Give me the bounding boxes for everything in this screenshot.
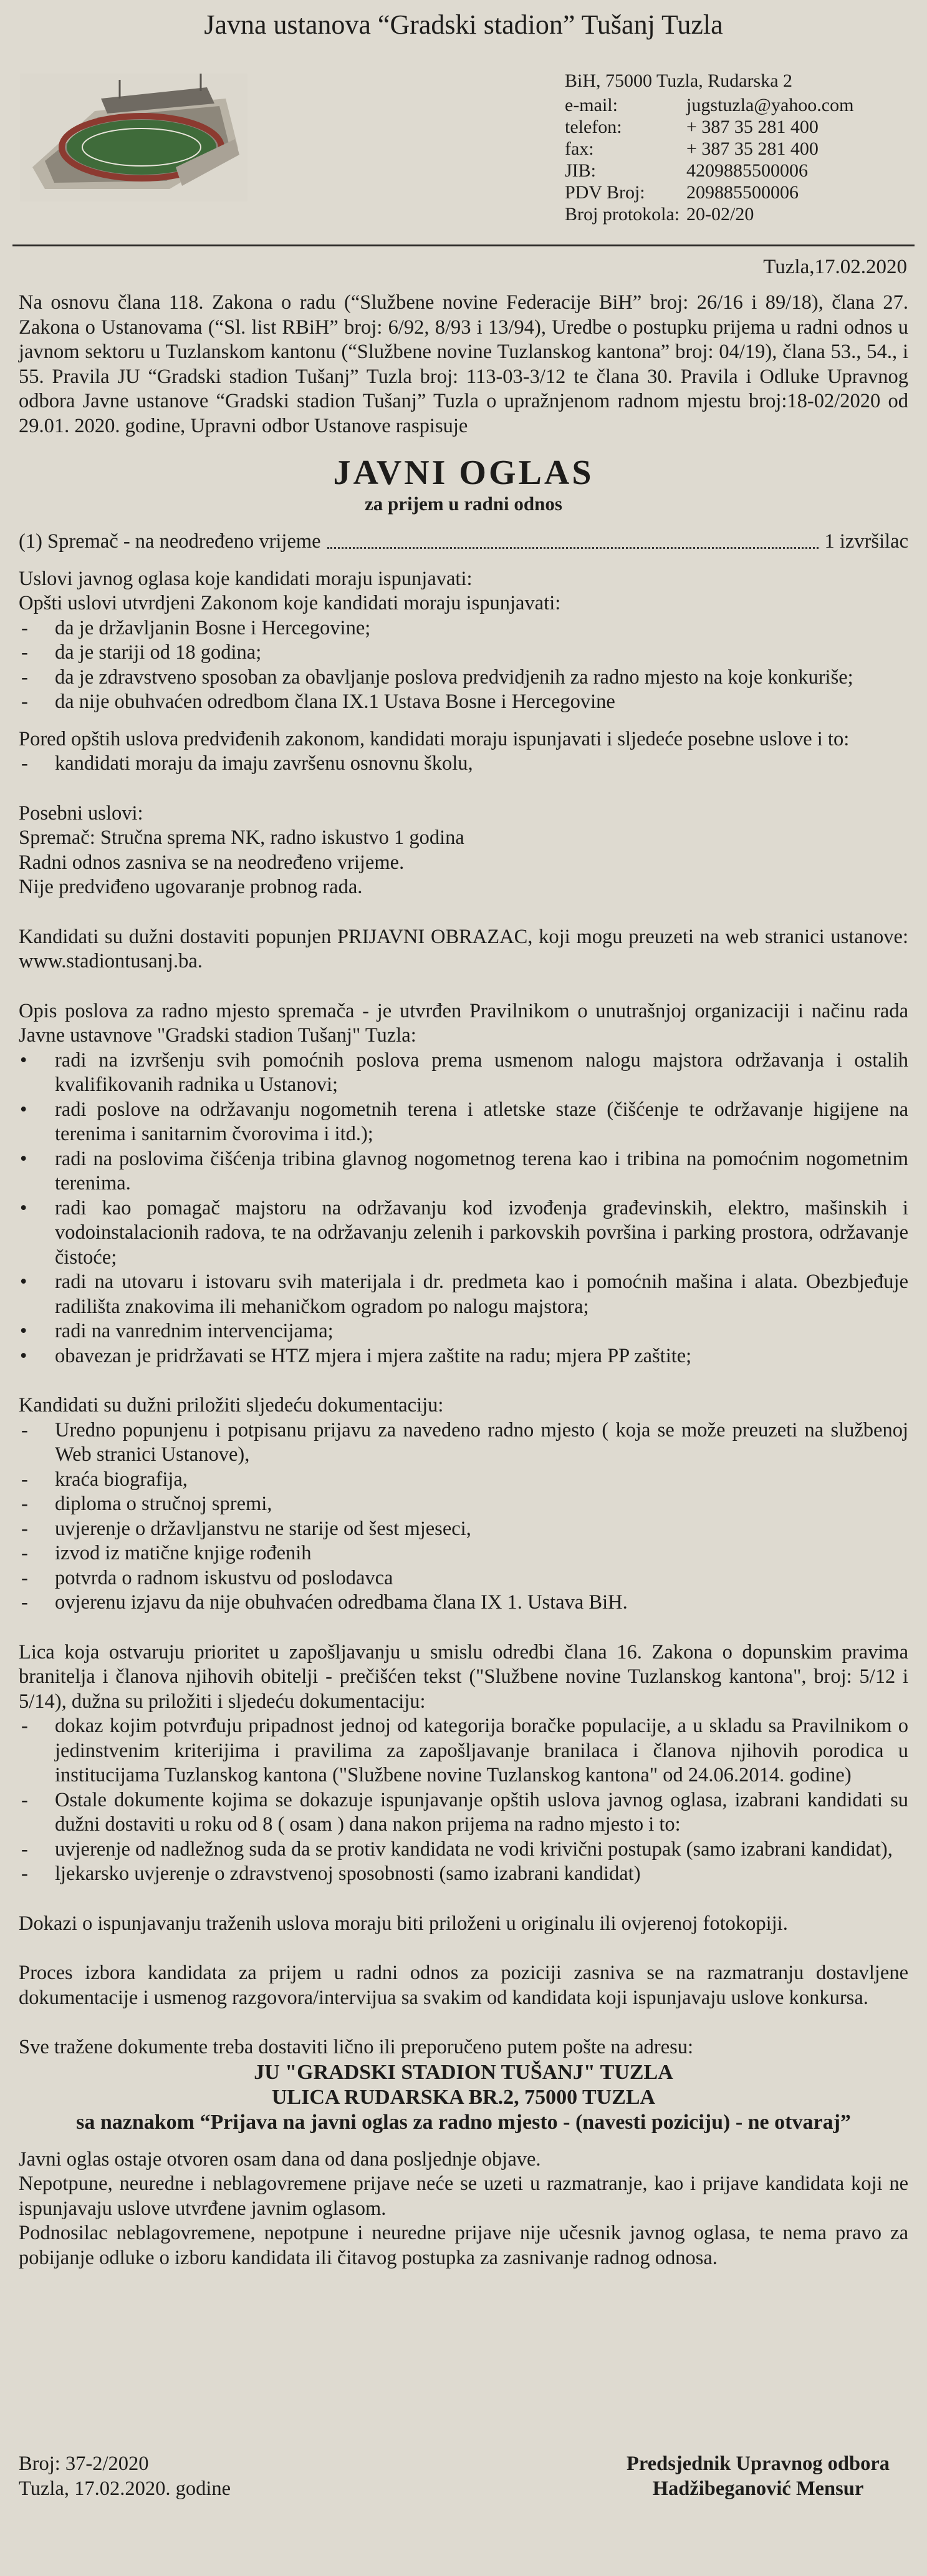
- stadium-logo-icon: [20, 74, 247, 201]
- list-item: - kraća biografija,: [19, 1468, 908, 1493]
- signer-name: Hadžibeganović Mensur: [652, 2477, 864, 2500]
- list-item: • radi poslove na održavanju nogometnih terena i atletske staze (čišćenje te održavanje higijene na terenima i sanitarnim čvorovima i itd.);: [19, 1098, 908, 1147]
- contact-value: 4209885500006: [686, 160, 808, 181]
- list-item: - izvod iz matične knjige rođenih: [19, 1541, 908, 1566]
- general-intro-2: Opšti uslovi utvrdjeni Zakonom koje kandidati moraju ispunjavati:: [19, 592, 561, 614]
- delivery-marking: sa naznakom “Prijava na javni oglas za radno mjesto - (navesti poziciju) - ne otvaraj”: [76, 2110, 851, 2134]
- list-item: - kandidati moraju da imaju završenu osnovnu školu,: [19, 752, 908, 777]
- closing-paragraph: Javni oglas ostaje otvoren osam dana od dana posljednje objave.: [19, 2147, 541, 2171]
- list-item: - ovjerenu izjavu da nije obuhvaćen odredbama člana IX 1. Ustava BiH.: [19, 1591, 908, 1615]
- reference-number: Broj: 37-2/2020: [19, 2453, 149, 2475]
- position-line: [19, 530, 908, 554]
- list-item: - diploma o stručnoj spremi,: [19, 1492, 908, 1517]
- contact-row: [565, 203, 853, 225]
- contact-list: [565, 94, 853, 225]
- delivery-address-line: ULICA RUDARSKA BR.2, 75000 TUZLA: [271, 2085, 656, 2109]
- job-description-intro: Opis poslova za radno mjesto spremača - je utvrđen Pravilnikom o unutrašnjoj organizaciji i načinu rada Javne ustavnove "Gradski stadion Tušanj" Tuzla:: [19, 999, 908, 1047]
- posebni-line: Radni odnos zasniva se na neodređeno vrijeme.: [19, 851, 405, 874]
- contact-value: jugstuzla@yahoo.com: [686, 95, 854, 115]
- contact-row: [565, 160, 853, 182]
- posebni-line: Spremač: Stručna sprema NK, radno iskustvo 1 godina: [19, 826, 464, 849]
- contact-block: [565, 70, 853, 225]
- documents-intro: Kandidati su dužni priložiti sljedeću dokumentaciju:: [19, 1394, 444, 1416]
- contact-label: fax:: [565, 138, 594, 159]
- list-item: - dokaz kojim potvrđuju pripadnost jednoj od kategorija boračke populacije, a u skladu sa Pravilnikom o jedinstvenim kriterijima i pravilima za zapošljavanje branilaca i članova njihovih porodica u institucijama Tuzlanskog kantona ("Službene novine Tuzlanskog kantona" od 24.06.2014. godine): [19, 1714, 908, 1788]
- position-label: (1) Spremač - na neodređeno vrijeme: [19, 530, 321, 553]
- contact-label: JIB:: [565, 160, 597, 181]
- special-intro: Pored opštih uslova predviđenih zakonom, kandidati moraju ispunjavati i sljedeće posebne uslove i to:: [19, 727, 850, 750]
- list-item: - potvrda o radnom iskustvu od poslodavca: [19, 1566, 908, 1591]
- closing-paragraph: Nepotpune, neuredne i neblagovremene prijave neće se uzeti u razmatranje, kao i prijave kandidata koji ne ispunjavaju uslove utvrđene javnim oglasom.: [19, 2172, 908, 2220]
- contact-value: + 387 35 281 400: [686, 117, 819, 137]
- place-date: Tuzla, 17.02.2020. godine: [19, 2477, 231, 2500]
- posebni-heading: Posebni uslovi:: [19, 801, 143, 825]
- posebni-line: Nije predviđeno ugovaranje probnog rada.: [19, 876, 363, 898]
- institution-address: BiH, 75000 Tuzla, Rudarska 2: [565, 70, 793, 91]
- list-item: • obavezan je pridržavati se HTZ mjera i mjera zaštite na radu; mjera PP zaštite;: [19, 1344, 908, 1369]
- footer-reference: [19, 2451, 231, 2501]
- priority-intro: Lica koja ostvaruju prioritet u zapošljavanju u smislu odredbi člana 16. Zakona o dopunskim pravima branitelja i članova njihovih obitelji - prečišćen tekst ("Službene novine Tuzlanskog kantona", broj: 5/12 i 5/14), dužna su priložiti i sljedeću dokumentaciju:: [19, 1640, 908, 1713]
- special-conditions-list: [19, 752, 908, 777]
- signer-title: Predsjednik Upravnog odbora: [627, 2453, 890, 2475]
- contact-row: [565, 182, 853, 203]
- proof-paragraph: Dokazi o ispunjavanju traženih uslova moraju biti priloženi u originalu ili ovjerenoj fotokopiji.: [19, 1912, 788, 1935]
- header-rule: [12, 245, 915, 246]
- contact-value: 209885500006: [686, 182, 799, 203]
- institution-title: Javna ustanova “Gradski stadion” Tušanj Tuzla: [204, 9, 723, 40]
- closing-paragraph: Podnosilac neblagovremene, nepotpune i neuredne prijave nije učesnik javnog oglasa, te nema pravo za pobijanje odluke o izboru kandidata ili čitavog postupka za zasnivanje radnog odnosa.: [19, 2222, 908, 2269]
- list-item: - uvjerenje o državljanstvu ne starije od šest mjeseci,: [19, 1517, 908, 1542]
- list-item: • radi na poslovima čišćenja tribina glavnog nogometnog terena kao i tribina na pomoćnim nogometnim terenima.: [19, 1147, 908, 1196]
- application-form-paragraph: Kandidati su dužni dostaviti popunjen PRIJAVNI OBRAZAC, koji mogu preuzeti na web stranici ustanove: www.stadiontusanj.ba.: [19, 925, 908, 972]
- delivery-address-line: JU "GRADSKI STADION TUŠANJ" TUZLA: [254, 2060, 673, 2084]
- list-item: • radi na izvršenju svih pomoćnih poslova prema usmenom nalogu majstora održavanja i ostalih kvalifikovanih radnika u Ustanovi;: [19, 1048, 908, 1098]
- contact-row: [565, 138, 853, 160]
- list-item: - da nije obuhvaćen odredbom člana IX.1 Ustava Bosne i Hercegovine: [19, 690, 908, 715]
- contact-label: PDV Broj:: [565, 182, 645, 203]
- documents-list: [19, 1418, 908, 1615]
- list-item: - da je stariji od 18 godina;: [19, 641, 908, 666]
- list-item: • radi na vanrednim intervencijama;: [19, 1319, 908, 1344]
- list-item: • radi na utovaru i istovaru svih materijala i dr. predmeta kao i pomoćnih mašina i alata. Obezbjeđuje radilišta znakovima ili mehaničkom ogradom po nalogu majstora;: [19, 1270, 908, 1319]
- notice-title: JAVNI OGLAS: [333, 453, 594, 492]
- contact-label: e-mail:: [565, 95, 618, 115]
- job-description-list: [19, 1048, 908, 1369]
- contact-label: telefon:: [565, 117, 622, 137]
- position-count: 1 izvršilac: [824, 530, 908, 553]
- priority-list: [19, 1714, 908, 1887]
- intro-paragraph: Na osnovu člana 118. Zakona o radu (“Službene novine Federacije BiH” broj: 26/16 i 89/18), člana 27. Zakona o Ustanovama (“Sl. list RBiH” broj: 6/92, 8/93 i 13/94), Uredbe o postupku prijema u radni odnos u javnom sektoru u Tuzlanskom kantonu (“Službene novine Tuzlanskog kantona” broj: 04/19), člana 53., 54., i 55. Pravila JU “Gradski stadion Tušanj” Tuzla broj: 113-03-3/12 te člana 30. Pravila i Odluke Upravnog odbora Javne ustanove “Gradski stadion Tušanj” Tuzla o upražnjenom radnom mjestu broj:18-02/2020 od 29.01. 2020. godine, Upravni odbor Ustanove raspisuje: [19, 291, 908, 437]
- list-item: - ljekarsko uvjerenje o zdravstvenoj sposobnosti (samo izabrani kandidat): [19, 1862, 908, 1887]
- list-item: - uvjerenje od nadležnog suda da se protiv kandidata ne vodi krivični postupak (samo izabrani kandidat),: [19, 1838, 908, 1862]
- contact-row: [565, 116, 853, 138]
- list-item: - Ostale dokumente kojima se dokazuje ispunjavanje opštih uslova javnog oglasa, izabrani kandidati su dužni dostaviti u roku od 8 ( osam ) dana nakon prijema na radno mjesto i to:: [19, 1788, 908, 1838]
- footer: [19, 2451, 908, 2570]
- list-item: - Uredno popunjenu i potpisanu prijavu za navedeno radno mjesto ( koja se može preuzeti na službenoj Web stranici Ustanove),: [19, 1418, 908, 1468]
- delivery-intro: Sve tražene dokumente treba dostaviti lično ili preporučeno putem pošte na adresu:: [19, 2036, 694, 2058]
- notice-subtitle: za prijem u radni odnos: [365, 493, 562, 515]
- contact-value: 20-02/20: [686, 204, 754, 225]
- list-item: • radi kao pomagač majstoru na održavanju kod izvođenja građevinskih, elektro, mašinskih i vodoinstalacionih radova, te na održavanju zelenih i parkovskih površina i parking prostora, održavanje čistoće;: [19, 1196, 908, 1271]
- signature-block: [627, 2451, 890, 2501]
- general-conditions-list: [19, 616, 908, 715]
- notice-body: [19, 291, 908, 2270]
- dotted-leader: [327, 547, 819, 549]
- process-paragraph: Proces izbora kandidata za prijem u radni odnos za poziciji zasniva se na razmatranju dostavljene dokumentacije i usmenog razgovora/intervijua sa svakim od kandidata koji ispunjavaju uslove konkursa.: [19, 1962, 908, 2009]
- list-item: - da je državljanin Bosne i Hercegovine;: [19, 616, 908, 641]
- issue-date: Tuzla,17.02.2020: [763, 256, 907, 278]
- list-item: - da je zdravstveno sposoban za obavljanje poslova predvidjenih za radno mjesto na koje konkuriše;: [19, 666, 908, 690]
- contact-value: + 387 35 281 400: [686, 138, 819, 159]
- general-intro-1: Uslovi javnog oglasa koje kandidati moraju ispunjavati:: [19, 567, 473, 590]
- contact-label: Broj protokola:: [565, 204, 680, 225]
- contact-row: [565, 94, 853, 116]
